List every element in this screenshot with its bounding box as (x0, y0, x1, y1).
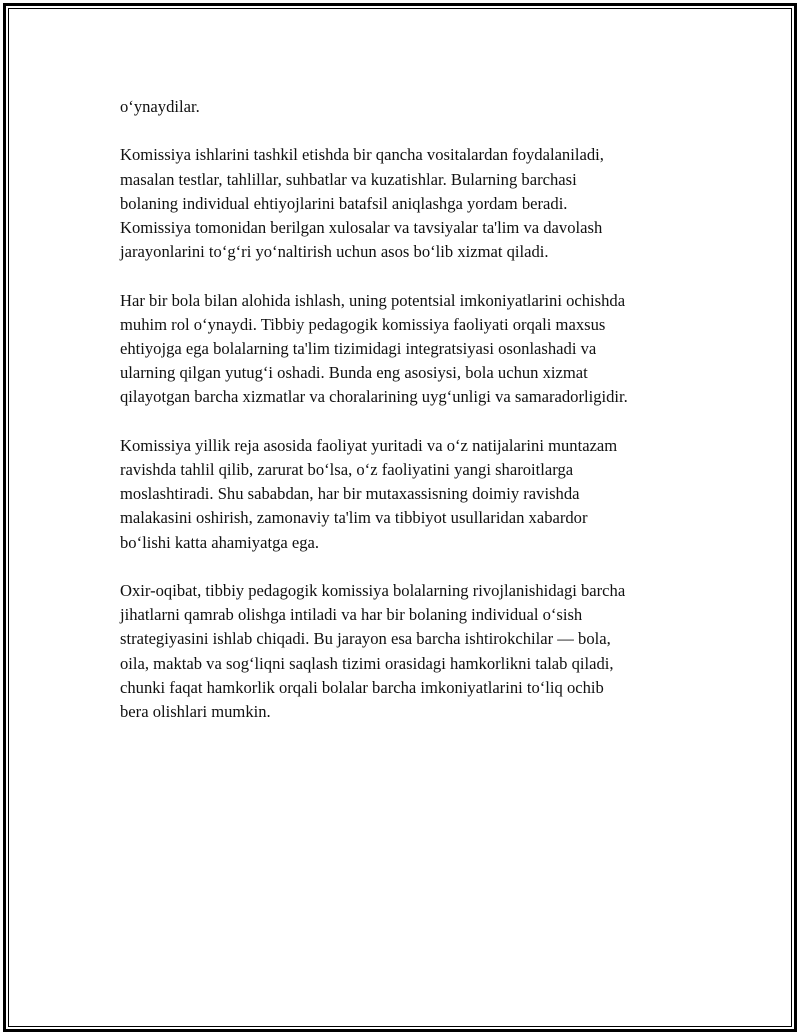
document-body (120, 95, 710, 748)
paragraph-3: Har bir bola bilan alohida ishlash, uning potentsial imkoniyatlarini ochishda muhim rol o‘ynaydi. Tibbiy pedagogik komissiya faoliyati orqali maxsus ehtiyojga ega bolalarning ta'lim tizimidagi integratsiyasi osonlashadi va ularning qilgan yutug‘i oshadi. Bunda eng asosiysi, bola uchun xizmat qilayotgan barcha xizmatlar va choralarining uyg‘unligi va samaradorligidir. (120, 290, 628, 407)
paragraph-1: o‘ynaydilar. (120, 97, 200, 116)
paragraph-4: Komissiya yillik reja asosida faoliyat yuritadi va o‘z natijalarini muntazam ravishda tahlil qilib, zarurat bo‘lsa, o‘z faoliyatini yangi sharoitlarga moslashtiradi. Shu sababdan, har bir mutaxassisning doimiy ravishda malakasini oshirish, zamonaviy ta'lim va tibbiyot usullaridan xabardor bo‘lishi katta ahamiyatga ega. (120, 435, 618, 552)
paragraph-5: Oxir-oqibat, tibbiy pedagogik komissiya bolalarning rivojlanishidagi barcha jihatlarni qamrab olishga intiladi va har bir bolaning individual o‘sish strategiyasini ishlab chiqadi. Bu jarayon esa barcha ishtirokchilar — bola, oila, maktab va sog‘liqni saqlash tizimi orasidagi hamkorlikni talab qiladi, chunki faqat hamkorlik orqali bolalar barcha imkoniyatlarini to‘liq ochib bera olishlari mumkin. (120, 581, 626, 722)
paragraph-2: Komissiya ishlarini tashkil etishda bir qancha vositalardan foydalaniladi, masalan testlar, tahlillar, suhbatlar va kuzatishlar. Bularning barchasi bolaning individual ehtiyojlarini batafsil aniqlashga yordam beradi. Komissiya tomonidan berilgan xulosalar va tavsiyalar ta'lim va davolash jarayonlarini to‘g‘ri yo‘naltirish uchun asos bo‘lib xizmat qiladi. (120, 145, 604, 262)
page-border (3, 3, 797, 1032)
